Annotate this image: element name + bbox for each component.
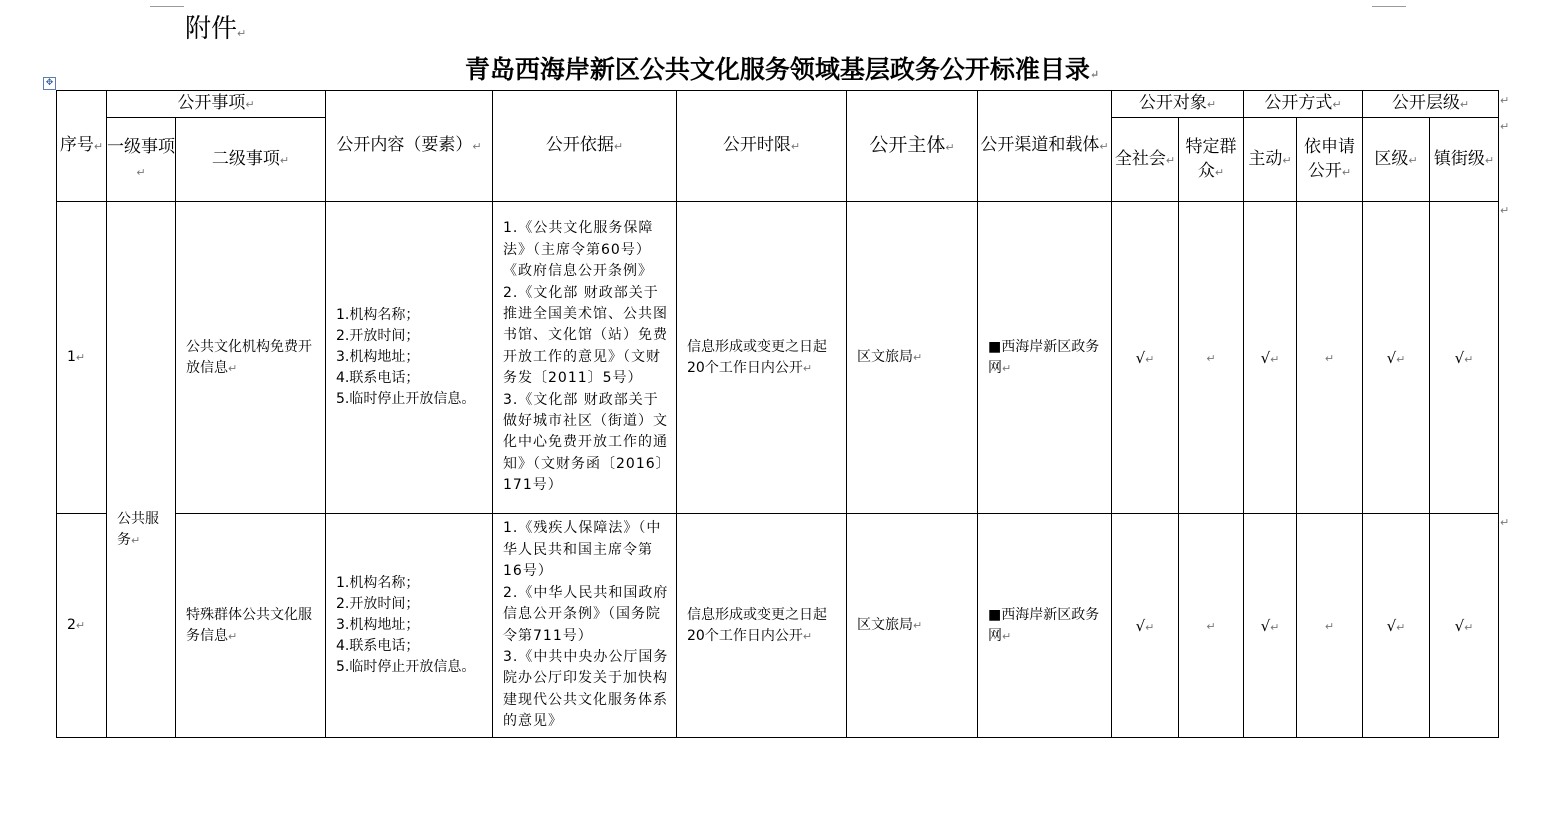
content-line: 1.机构名称； [336,575,420,591]
basis-line: 《政府信息公开条例》 [503,263,653,280]
basis-line: 3.《文化部 财政部关于做好城市社区（街道）文化中心免费开放工作的通知》（文财务函〔2016〕171号） [503,391,668,494]
time-limit-cell: 信息形成或变更之日起20个工作日内公开↵ [677,514,847,738]
level-town-cell: √↵ [1430,514,1499,738]
content-line: 5.临时停止开放信息。 [336,391,476,407]
method-active-cell: √↵ [1244,514,1297,738]
check-mark: √ [1260,348,1271,367]
subject-cell: 区文旅局↵ [847,202,978,514]
method-active-cell: √↵ [1244,202,1297,514]
method-request-cell: ↵ [1297,202,1363,514]
audience-all-cell: √↵ [1112,202,1179,514]
time-limit-cell: 信息形成或变更之日起20个工作日内公开↵ [677,202,847,514]
check-mark: √ [1454,616,1465,635]
check-mark: √ [1386,616,1397,635]
table-row [57,514,1499,738]
header-public-items: 公开事项↵ [107,91,326,118]
catalog-table [56,90,1499,738]
row-end-mark: ↵ [1500,204,1510,217]
content-line: 1.机构名称； [336,307,420,323]
check-mark: √ [1135,616,1146,635]
page-corner-mark-right [1372,0,1406,7]
header-audience-all: 全社会↵ [1112,118,1179,202]
basis-cell [493,514,677,738]
header-content: 公开内容（要素）↵ [326,91,493,202]
content-line: 2.开放时间； [336,596,420,612]
header-level-town: 镇街级↵ [1430,118,1499,202]
content-line: 4.联系电话； [336,370,420,386]
header-level: 公开层级↵ [1363,91,1499,118]
level-district-cell: √↵ [1363,202,1430,514]
channel-cell: ■西海岸新区政务网↵ [978,202,1112,514]
header-level-district: 区级↵ [1363,118,1430,202]
header-method: 公开方式↵ [1244,91,1363,118]
table-move-handle-icon[interactable]: ✥ [43,77,56,90]
level-town-cell: √↵ [1430,202,1499,514]
level2-cell: 公共文化机构免费开放信息↵ [176,202,326,514]
row-end-mark: ↵ [1500,516,1510,529]
header-time-limit: 公开时限↵ [677,91,847,202]
content-cell [326,514,493,738]
subject-cell: 区文旅局↵ [847,514,978,738]
header-subject: 公开主体↵ [847,91,978,202]
document-title: 青岛西海岸新区公共文化服务领域基层政务公开标准目录↵ [464,55,1100,84]
row-end-mark: ↵ [1500,120,1510,133]
content-line: 5.临时停止开放信息。 [336,659,476,675]
basis-cell [493,202,677,514]
content-line: 3.机构地址； [336,617,420,633]
check-mark: √ [1454,348,1465,367]
header-level2: 二级事项↵ [176,118,326,202]
audience-all-cell: √↵ [1112,514,1179,738]
basis-line: 3.《中共中央办公厅国务院办公厅印发关于加快构建现代公共文化服务体系的意见》 [503,648,669,730]
attachment-label: 附件↵ [185,14,247,44]
check-mark: √ [1386,348,1397,367]
header-method-active: 主动↵ [1244,118,1297,202]
level1-cell: 公共服务↵ [107,202,176,738]
content-cell [326,202,493,514]
header-audience-specific: 特定群众↵ [1179,118,1244,202]
table-row [57,202,1499,514]
row-seq: 2↵ [57,514,107,738]
content-line: 4.联系电话； [336,638,420,654]
check-mark: √ [1135,348,1146,367]
header-row-1 [57,91,1499,118]
header-method-request: 依申请公开↵ [1297,118,1363,202]
basis-line: 1.《公共文化服务保障法》（主席令第60号） [503,220,654,258]
header-seq: 序号↵ [57,91,107,202]
basis-line: 2.《中华人民共和国政府信息公开条例》（国务院令第711号） [503,584,669,644]
audience-specific-cell: ↵ [1179,202,1244,514]
header-channel: 公开渠道和载体↵ [978,91,1112,202]
check-mark: √ [1260,616,1271,635]
level2-cell: 特殊群体公共文化服务信息↵ [176,514,326,738]
header-audience: 公开对象↵ [1112,91,1244,118]
channel-cell: ■西海岸新区政务网↵ [978,514,1112,738]
level-district-cell: √↵ [1363,514,1430,738]
basis-line: 1.《残疾人保障法》（中华人民共和国主席令第16号） [503,520,662,580]
content-line: 2.开放时间； [336,328,420,344]
row-seq: 1↵ [57,202,107,514]
basis-line: 2.《文化部 财政部关于推进全国美术馆、公共图书馆、文化馆（站）免费开放工作的意见》（文财务发〔2011〕5号） [503,284,668,387]
page-corner-mark-left [150,0,184,7]
method-request-cell: ↵ [1297,514,1363,738]
content-line: 3.机构地址； [336,349,420,365]
audience-specific-cell: ↵ [1179,514,1244,738]
header-level1: 一级事项↵ [107,118,176,202]
row-end-mark: ↵ [1500,94,1510,107]
header-basis: 公开依据↵ [493,91,677,202]
